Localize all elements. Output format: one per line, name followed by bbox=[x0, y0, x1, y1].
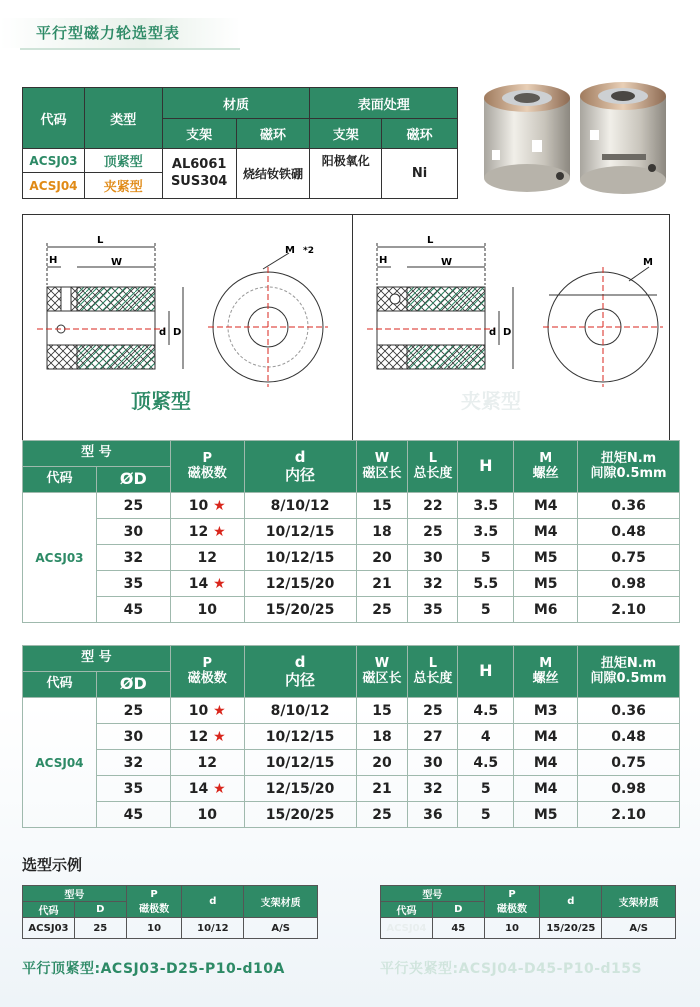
cell-poles: 12 bbox=[170, 750, 244, 776]
exl-model: 型号 bbox=[23, 886, 127, 902]
h1-L: L 总长度 bbox=[408, 441, 458, 493]
star-icon: ★ bbox=[213, 728, 226, 745]
cell-w: 15 bbox=[356, 698, 408, 724]
cell-poles: 10 ★ bbox=[170, 493, 244, 519]
exr-material: 支架材质 bbox=[602, 886, 676, 918]
dim2-d: d bbox=[489, 327, 497, 338]
exr-D: D bbox=[432, 902, 484, 918]
exl-code: 代码 bbox=[23, 902, 75, 918]
spec-code: ACSJ03 bbox=[23, 493, 97, 623]
exl-val-code: ACSJ03 bbox=[23, 918, 75, 939]
cell-screw: M6 bbox=[514, 597, 578, 623]
cell-w: 15 bbox=[356, 493, 408, 519]
cell-torque: 0.98 bbox=[578, 776, 680, 802]
h1-phiD: ØD bbox=[96, 467, 170, 493]
cell-torque: 0.48 bbox=[578, 519, 680, 545]
dim-d: d bbox=[159, 327, 167, 338]
cell-screw: M5 bbox=[514, 802, 578, 828]
cell-poles: 14 ★ bbox=[170, 776, 244, 802]
dim-L: L bbox=[97, 235, 104, 246]
spec-table-acsj03 bbox=[22, 440, 680, 623]
model-example-left: 平行顶紧型:ACSJ03-D25-P10-d10A bbox=[22, 961, 285, 977]
cell-poles: 10 ★ bbox=[170, 698, 244, 724]
cell-screw: M4 bbox=[514, 750, 578, 776]
exl-val-d: 10/12 bbox=[182, 918, 244, 939]
cell-bore: 8/10/12 bbox=[244, 698, 356, 724]
cell-l: 22 bbox=[408, 493, 458, 519]
cell-poles: 12 ★ bbox=[170, 519, 244, 545]
cell-diameter: 45 bbox=[96, 802, 170, 828]
cell-bore: 15/20/25 bbox=[244, 802, 356, 828]
exr-model: 型号 bbox=[381, 886, 485, 902]
cell-h: 3.5 bbox=[458, 519, 514, 545]
bracket-material: AL6061 SUS304 bbox=[162, 149, 236, 199]
dim2-H: H bbox=[379, 255, 388, 266]
code-acsj03: ACSJ03 bbox=[23, 149, 85, 173]
spec-table-acsj03-body bbox=[23, 493, 680, 623]
page-title: 平行型磁力轮选型表 bbox=[36, 24, 181, 42]
dim-M: M bbox=[285, 245, 295, 256]
cell-l: 32 bbox=[408, 776, 458, 802]
h1-torque: 扭矩N.m 间隙0.5mm bbox=[578, 441, 680, 493]
h1-code: 代码 bbox=[23, 467, 97, 493]
cell-l: 25 bbox=[408, 698, 458, 724]
cell-torque: 0.98 bbox=[578, 571, 680, 597]
spec-row bbox=[23, 493, 680, 519]
exr-P: P 磁极数 bbox=[484, 886, 540, 918]
label-top-clamp: 顶紧型 bbox=[131, 389, 191, 413]
cell-poles: 14 ★ bbox=[170, 571, 244, 597]
cell-bore: 10/12/15 bbox=[244, 545, 356, 571]
cell-l: 30 bbox=[408, 545, 458, 571]
bracket-surface: 阳极氧化 bbox=[310, 149, 382, 199]
cell-torque: 2.10 bbox=[578, 802, 680, 828]
spec-row bbox=[23, 571, 680, 597]
exr-val-code: ACSJ04 bbox=[381, 918, 433, 939]
exl-D: D bbox=[74, 902, 126, 918]
header-ring: 磁环 bbox=[236, 119, 310, 149]
cell-w: 25 bbox=[356, 802, 408, 828]
spec-row bbox=[23, 724, 680, 750]
exr-val-D: 45 bbox=[432, 918, 484, 939]
cell-h: 5.5 bbox=[458, 571, 514, 597]
cell-w: 18 bbox=[356, 724, 408, 750]
header-surface: 表面处理 bbox=[310, 88, 458, 119]
cell-torque: 0.75 bbox=[578, 545, 680, 571]
dim-W: W bbox=[111, 257, 123, 268]
cell-diameter: 25 bbox=[96, 698, 170, 724]
header-ring-surface: 磁环 bbox=[382, 119, 458, 149]
cell-diameter: 30 bbox=[96, 724, 170, 750]
cell-diameter: 30 bbox=[96, 519, 170, 545]
cell-w: 20 bbox=[356, 545, 408, 571]
star-icon: ★ bbox=[213, 780, 226, 797]
h1-W: W 磁区长 bbox=[356, 441, 408, 493]
cell-w: 20 bbox=[356, 750, 408, 776]
exl-d: d bbox=[182, 886, 244, 918]
spec-row bbox=[23, 776, 680, 802]
h2-L: L 总长度 bbox=[408, 646, 458, 698]
cell-poles: 12 bbox=[170, 545, 244, 571]
dim2-L: L bbox=[427, 235, 434, 246]
cell-torque: 0.48 bbox=[578, 724, 680, 750]
cell-diameter: 45 bbox=[96, 597, 170, 623]
cell-h: 5 bbox=[458, 802, 514, 828]
spec-table-acsj04 bbox=[22, 645, 680, 828]
exl-val-mat: A/S bbox=[244, 918, 318, 939]
cell-poles: 10 bbox=[170, 597, 244, 623]
h2-phiD: ØD bbox=[96, 672, 170, 698]
product-photo bbox=[470, 80, 685, 210]
header-code: 代码 bbox=[23, 88, 85, 149]
cell-w: 18 bbox=[356, 519, 408, 545]
cell-bore: 8/10/12 bbox=[244, 493, 356, 519]
cell-poles: 10 bbox=[170, 802, 244, 828]
cell-bore: 12/15/20 bbox=[244, 776, 356, 802]
cell-bore: 10/12/15 bbox=[244, 519, 356, 545]
cell-screw: M5 bbox=[514, 571, 578, 597]
h2-model: 型 号 bbox=[23, 646, 171, 672]
spec-row bbox=[23, 597, 680, 623]
example-table-right bbox=[380, 885, 676, 939]
exl-P: P 磁极数 bbox=[126, 886, 182, 918]
spec-code: ACSJ04 bbox=[23, 698, 97, 828]
cell-l: 25 bbox=[408, 519, 458, 545]
example-title: 选型示例 bbox=[22, 856, 83, 874]
cell-screw: M3 bbox=[514, 698, 578, 724]
materials-table bbox=[22, 87, 458, 199]
cell-l: 32 bbox=[408, 571, 458, 597]
h2-M: M 螺丝 bbox=[514, 646, 578, 698]
dim2-D: D bbox=[503, 327, 512, 338]
cell-l: 36 bbox=[408, 802, 458, 828]
h2-W: W 磁区长 bbox=[356, 646, 408, 698]
cell-screw: M4 bbox=[514, 724, 578, 750]
cell-h: 5 bbox=[458, 597, 514, 623]
spec-row bbox=[23, 545, 680, 571]
cell-bore: 10/12/15 bbox=[244, 750, 356, 776]
cell-bore: 12/15/20 bbox=[244, 571, 356, 597]
cell-bore: 10/12/15 bbox=[244, 724, 356, 750]
exr-code: 代码 bbox=[381, 902, 433, 918]
drawing-clamp bbox=[352, 214, 670, 441]
cell-w: 21 bbox=[356, 776, 408, 802]
h2-H: H bbox=[458, 646, 514, 698]
cell-diameter: 32 bbox=[96, 750, 170, 776]
exl-material: 支架材质 bbox=[244, 886, 318, 918]
dim-D: D bbox=[173, 327, 182, 338]
dim2-M: M bbox=[643, 257, 653, 268]
model-example-right: 平行夹紧型:ACSJ04-D45-P10-d15S bbox=[380, 961, 643, 977]
h2-P: P 磁极数 bbox=[170, 646, 244, 698]
cell-l: 30 bbox=[408, 750, 458, 776]
type-top-clamp: 顶紧型 bbox=[84, 149, 162, 173]
cell-w: 25 bbox=[356, 597, 408, 623]
ring-material: 烧结钕铁硼 bbox=[236, 149, 310, 199]
title-underline bbox=[20, 48, 240, 50]
spec-row bbox=[23, 750, 680, 776]
header-type: 类型 bbox=[84, 88, 162, 149]
spec-row bbox=[23, 519, 680, 545]
header-bracket: 支架 bbox=[162, 119, 236, 149]
spec-table-acsj04-body bbox=[23, 698, 680, 828]
cell-h: 4 bbox=[458, 724, 514, 750]
star-icon: ★ bbox=[213, 702, 226, 719]
cell-bore: 15/20/25 bbox=[244, 597, 356, 623]
h1-model: 型 号 bbox=[23, 441, 171, 467]
cell-l: 35 bbox=[408, 597, 458, 623]
h1-P: P 磁极数 bbox=[170, 441, 244, 493]
cell-w: 21 bbox=[356, 571, 408, 597]
cell-torque: 0.75 bbox=[578, 750, 680, 776]
cell-l: 27 bbox=[408, 724, 458, 750]
h1-M: M 螺丝 bbox=[514, 441, 578, 493]
wheel-right-image bbox=[580, 82, 666, 194]
star-icon: ★ bbox=[213, 523, 226, 540]
spec-row bbox=[23, 802, 680, 828]
exr-val-d: 15/20/25 bbox=[540, 918, 602, 939]
ring-surface: Ni bbox=[382, 149, 458, 199]
cell-diameter: 25 bbox=[96, 493, 170, 519]
cell-h: 3.5 bbox=[458, 493, 514, 519]
cell-screw: M4 bbox=[514, 776, 578, 802]
code-acsj04: ACSJ04 bbox=[23, 173, 85, 199]
cell-screw: M4 bbox=[514, 493, 578, 519]
wheel-left-image bbox=[484, 84, 570, 192]
h1-d: d 内径 bbox=[244, 441, 356, 493]
star-icon: ★ bbox=[213, 575, 226, 592]
cell-screw: M5 bbox=[514, 545, 578, 571]
exr-val-P: 10 bbox=[484, 918, 540, 939]
cell-torque: 0.36 bbox=[578, 493, 680, 519]
cell-diameter: 32 bbox=[96, 545, 170, 571]
drawing-top-clamp bbox=[22, 214, 354, 441]
h2-torque: 扭矩N.m 间隙0.5mm bbox=[578, 646, 680, 698]
dim-H: H bbox=[49, 255, 58, 266]
cell-torque: 0.36 bbox=[578, 698, 680, 724]
dim-M-note: *2 bbox=[303, 246, 314, 256]
star-icon: ★ bbox=[213, 497, 226, 514]
cell-poles: 12 ★ bbox=[170, 724, 244, 750]
cell-screw: M4 bbox=[514, 519, 578, 545]
exr-d: d bbox=[540, 886, 602, 918]
exl-val-D: 25 bbox=[74, 918, 126, 939]
spec-row bbox=[23, 698, 680, 724]
dim2-W: W bbox=[441, 257, 453, 268]
label-clamp: 夹紧型 bbox=[461, 389, 521, 413]
cell-h: 5 bbox=[458, 776, 514, 802]
header-bracket-surface: 支架 bbox=[310, 119, 382, 149]
exl-val-P: 10 bbox=[126, 918, 182, 939]
h2-code: 代码 bbox=[23, 672, 97, 698]
h2-d: d 内径 bbox=[244, 646, 356, 698]
cell-diameter: 35 bbox=[96, 776, 170, 802]
cell-torque: 2.10 bbox=[578, 597, 680, 623]
h1-H: H bbox=[458, 441, 514, 493]
header-material: 材质 bbox=[162, 88, 310, 119]
type-clamp: 夹紧型 bbox=[84, 173, 162, 199]
cell-h: 4.5 bbox=[458, 750, 514, 776]
example-table-left bbox=[22, 885, 318, 939]
cell-h: 4.5 bbox=[458, 698, 514, 724]
exr-val-mat: A/S bbox=[602, 918, 676, 939]
cell-h: 5 bbox=[458, 545, 514, 571]
cell-diameter: 35 bbox=[96, 571, 170, 597]
